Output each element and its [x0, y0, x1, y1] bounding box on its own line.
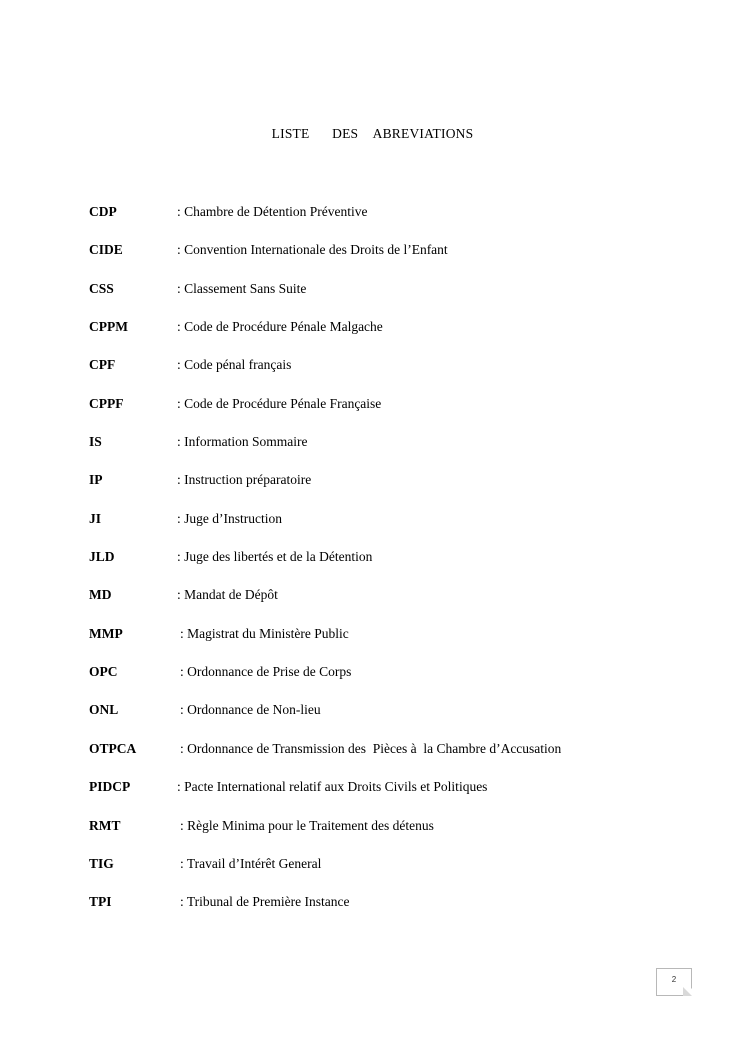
abbreviation-code: MMP [89, 625, 123, 641]
abbreviation-definition: : Ordonnance de Non-lieu [180, 702, 321, 718]
abbreviation-definition: : Magistrat du Ministère Public [180, 625, 349, 641]
abbreviation-code: CPPF [89, 395, 124, 411]
abbreviation-code: PIDCP [89, 779, 131, 795]
list-item [89, 702, 709, 740]
abbreviation-code: OPC [89, 664, 118, 680]
page-title: LISTE DES ABREVIATIONS [271, 126, 474, 141]
abbreviation-definition: : Convention Internationale des Droits de l’Enfant [177, 242, 448, 258]
abbreviation-code: ONL [89, 702, 119, 718]
abbreviation-code: TIG [89, 855, 114, 871]
abbreviation-code: MD [89, 587, 112, 603]
abbreviation-code: CDP [89, 204, 117, 219]
list-item [89, 204, 709, 242]
list-item [89, 894, 709, 932]
abbreviation-code: JI [89, 510, 102, 526]
abbreviation-code: JLD [89, 549, 115, 565]
page-number: 2 [671, 975, 677, 984]
list-item [89, 319, 709, 357]
abbreviation-code: TPI [89, 894, 112, 910]
abbreviation-definition: : Tribunal de Première Instance [180, 894, 350, 910]
abbreviation-definition: : Travail d’Intérêt General [180, 855, 322, 871]
list-item [89, 587, 709, 625]
abbreviation-code: IS [89, 434, 102, 450]
abbreviation-code: IP [89, 472, 103, 488]
abbreviation-code: OTPCA [89, 740, 137, 756]
abbreviation-definition: : Code pénal français [177, 357, 292, 373]
abbreviation-definition: : Instruction préparatoire [177, 472, 312, 488]
abbreviation-definition: : Pacte International relatif aux Droits Civils et Politiques [177, 779, 488, 795]
abbreviation-list [89, 204, 709, 933]
page-number-box [656, 968, 692, 996]
list-item [89, 434, 709, 472]
abbreviation-definition: : Juge des libertés et de la Détention [177, 549, 373, 565]
abbreviation-code: RMT [89, 817, 121, 833]
list-item [89, 472, 709, 510]
abbreviation-definition: : Règle Minima pour le Traitement des détenus [180, 817, 434, 833]
list-item [89, 779, 709, 817]
abbreviation-code: CPF [89, 357, 116, 373]
abbreviation-definition: : Classement Sans Suite [177, 280, 307, 296]
abbreviation-definition: : Code de Procédure Pénale Malgache [177, 319, 383, 335]
abbreviation-definition: : Juge d’Instruction [177, 510, 282, 526]
list-item [89, 396, 709, 434]
abbreviation-code: CPPM [89, 319, 128, 335]
abbreviation-definition: : Ordonnance de Prise de Corps [180, 664, 352, 680]
list-item [89, 664, 709, 702]
list-item [89, 741, 709, 779]
list-item [89, 856, 709, 894]
abbreviation-code: CSS [89, 280, 114, 296]
abbreviation-definition: : Information Sommaire [177, 434, 308, 450]
list-item [89, 626, 709, 664]
abbreviation-definition: : Mandat de Dépôt [177, 587, 278, 603]
folded-corner-shade [683, 987, 692, 996]
abbreviation-code: CIDE [89, 242, 123, 258]
list-item [89, 242, 709, 280]
list-item [89, 281, 709, 319]
list-item [89, 511, 709, 549]
abbreviation-definition: : Ordonnance de Transmission des Pièces à la Chambre d’Accusation [180, 740, 562, 756]
abbreviation-definition: : Code de Procédure Pénale Française [177, 395, 382, 411]
list-item [89, 818, 709, 856]
abbreviation-definition: : Chambre de Détention Préventive [177, 204, 368, 219]
list-item [89, 357, 709, 395]
list-item [89, 549, 709, 587]
